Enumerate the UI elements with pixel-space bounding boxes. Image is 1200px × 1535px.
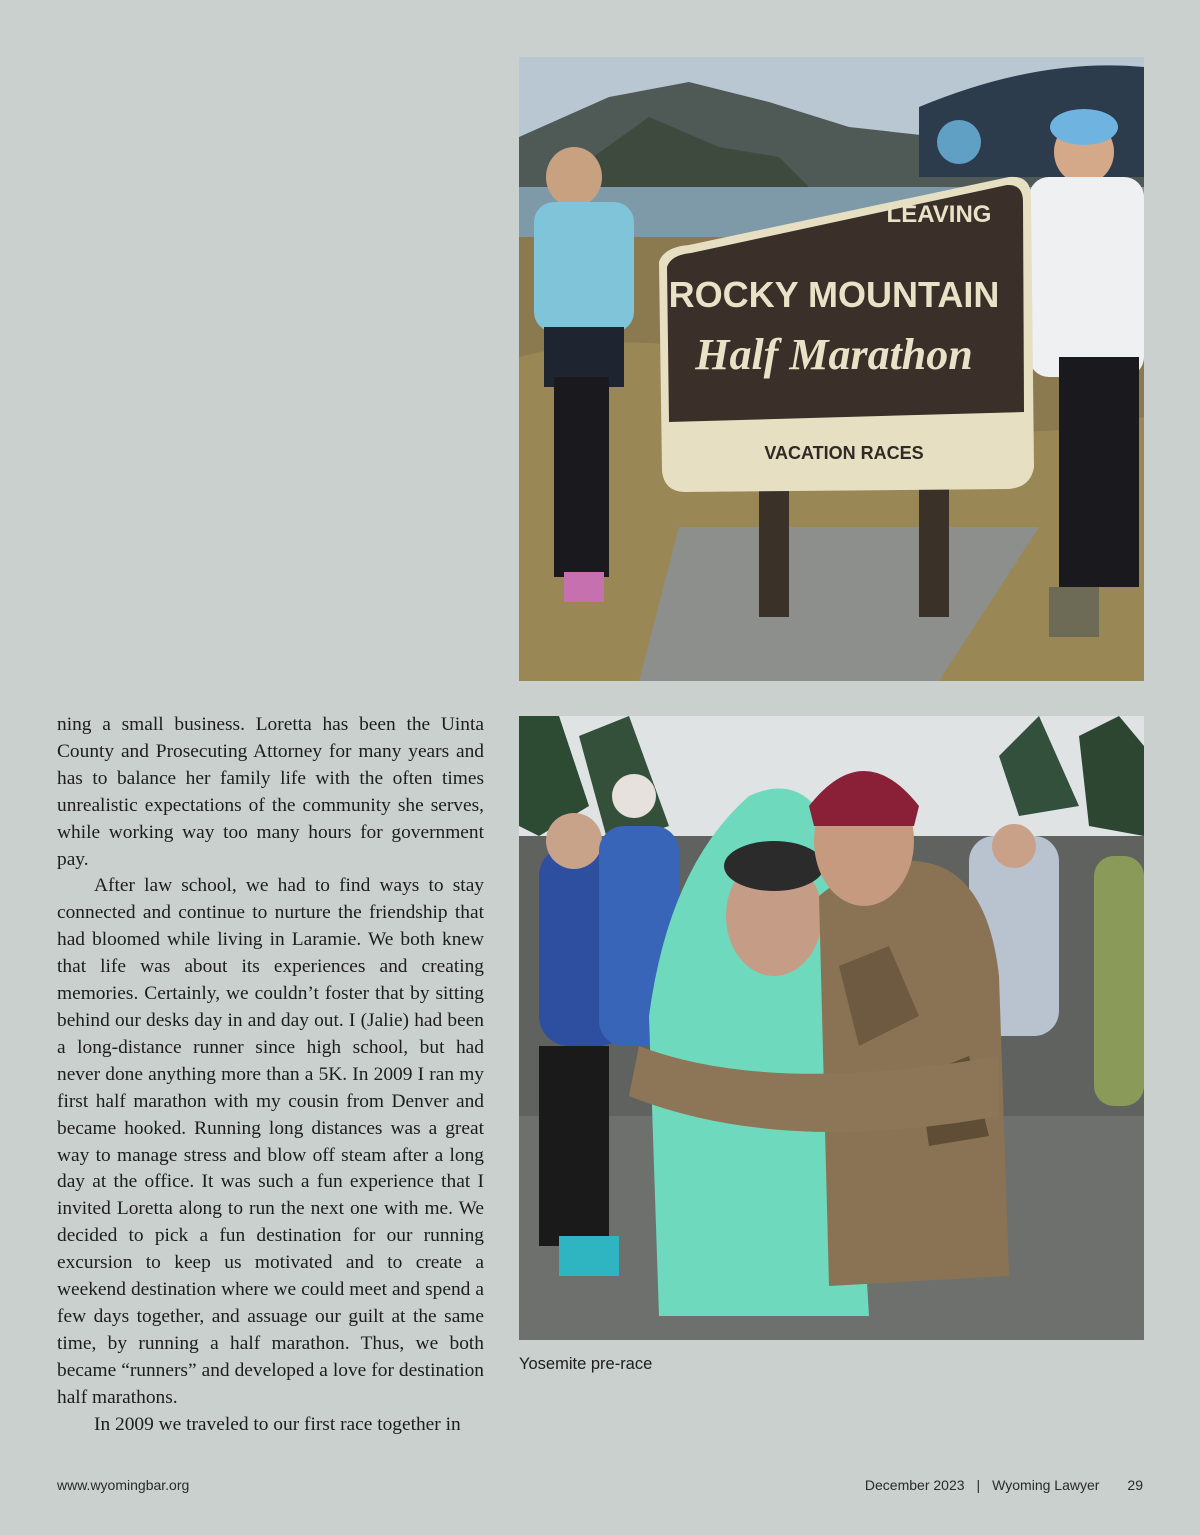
sign-line-half-marathon: Half Marathon bbox=[695, 330, 973, 379]
yosemite-photo bbox=[519, 716, 1144, 1340]
yosemite-photo-illustration bbox=[519, 716, 1144, 1340]
article-paragraph-1: ning a small business. Loretta has been the Uinta County and Prosecuting Attorney for many years and has to balance her family life with the often times unrealistic expectations of the community she serves, while working way too many hours for government pay. bbox=[57, 714, 484, 870]
rocky-mountain-photo-illustration bbox=[519, 57, 1144, 681]
article-body bbox=[57, 712, 484, 1438]
photo-caption: Yosemite pre-race bbox=[519, 1355, 653, 1373]
footer-issue-info bbox=[865, 1477, 1143, 1493]
sign-line-rocky-mountain: ROCKY MOUNTAIN bbox=[668, 274, 1000, 315]
sign-line-leaving: LEAVING bbox=[886, 201, 992, 228]
footer-separator: | bbox=[976, 1477, 981, 1493]
footer-date: December 2023 bbox=[864, 1477, 965, 1493]
rocky-mountain-photo bbox=[519, 57, 1144, 681]
article-paragraph-2: After law school, we had to find ways to stay connected and continue to nurture the friendship that had bloomed while living in Laramie. We both knew that life was about its experiences and creating memories. Certainly, we couldn’t foster that by sitting behind our desks day in and day out. I (Jalie) had been a long-distance runner since high school, but had never done anything more than a 5K. In 2009 I ran my first half marathon with my cousin from Denver and became hooked. Running long distances was a great way to manage stress and blow off steam after a long day at the office. It was such a fun experience that I invited Loretta along to run the next one with me. We decided to pick a fun destination for our running excursion to keep us motivated and to create a weekend destination where we could meet and spend a few days together, and assuage our guilt at the same time, by running a half marathon. Thus, we both became “runners” and developed a love for destination half marathons. bbox=[57, 875, 484, 1408]
footer-publication: Wyoming Lawyer bbox=[992, 1477, 1100, 1493]
page-number: 29 bbox=[1127, 1477, 1143, 1493]
footer-website-link[interactable]: www.wyomingbar.org bbox=[57, 1477, 190, 1493]
article-paragraph-3: In 2009 we traveled to our first race together in bbox=[94, 1413, 461, 1435]
sign-line-vacation-races: VACATION RACES bbox=[764, 443, 924, 463]
